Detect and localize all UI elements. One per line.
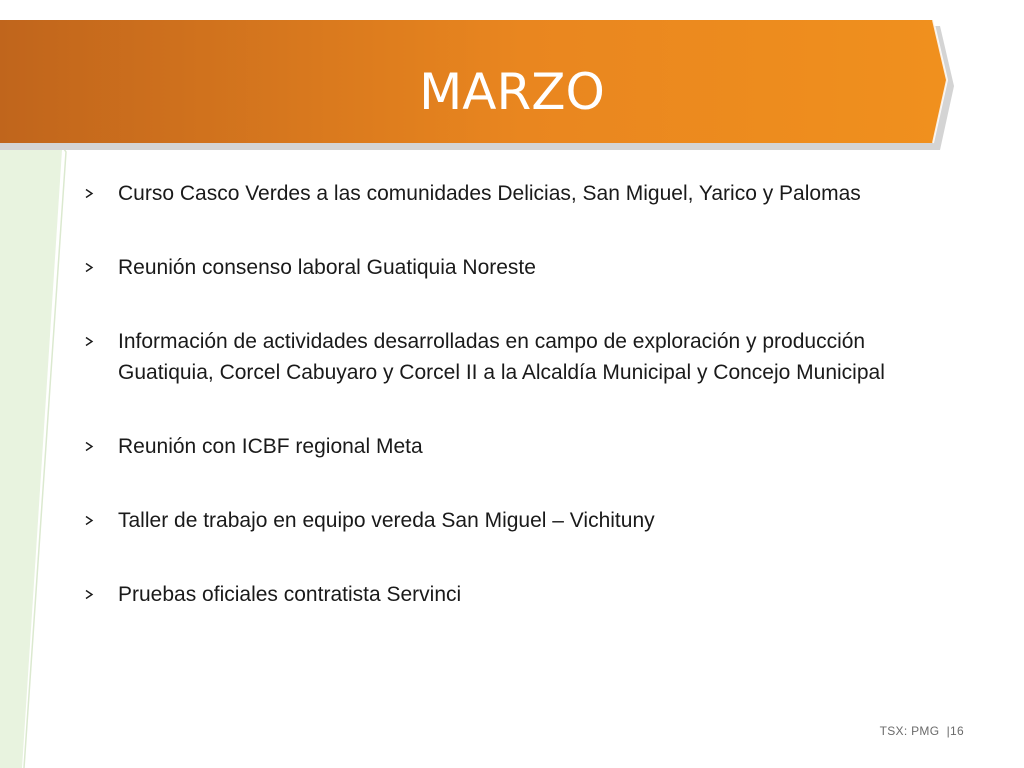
bullet-text: Reunión con ICBF regional Meta	[118, 435, 423, 458]
bullet-text: Pruebas oficiales contratista Servinci	[118, 583, 462, 606]
bullet-item	[78, 326, 958, 388]
bullet-text: Curso Casco Verdes a las comunidades Delicias, San Miguel, Yarico y Palomas	[118, 182, 861, 205]
bullet-text: Taller de trabajo en equipo vereda San Miguel – Vichituny	[118, 509, 655, 532]
bullet-text: Información de actividades desarrolladas en campo de exploración y producción Guatiquia, Corcel Cabuyaro y Corcel II a la Alcaldía Municipal y Concejo Municipal	[118, 330, 885, 384]
slide-title: MARZO	[419, 63, 605, 121]
bullet-item	[78, 252, 958, 283]
bullet-item	[78, 579, 958, 610]
bullet-item	[78, 505, 958, 536]
slide-footer: TSX: PMG |16	[879, 724, 964, 738]
arrow-bullet-icon	[84, 262, 95, 273]
arrow-bullet-icon	[84, 589, 95, 600]
arrow-bullet-icon	[84, 441, 95, 452]
arrow-bullet-icon	[84, 336, 95, 347]
bullet-text: Reunión consenso laboral Guatiquia Noreste	[118, 256, 536, 279]
arrow-bullet-icon	[84, 515, 95, 526]
bullet-item	[78, 431, 958, 462]
bullet-list	[78, 178, 958, 653]
arrow-bullet-icon	[84, 188, 95, 199]
bullet-item	[78, 178, 958, 209]
